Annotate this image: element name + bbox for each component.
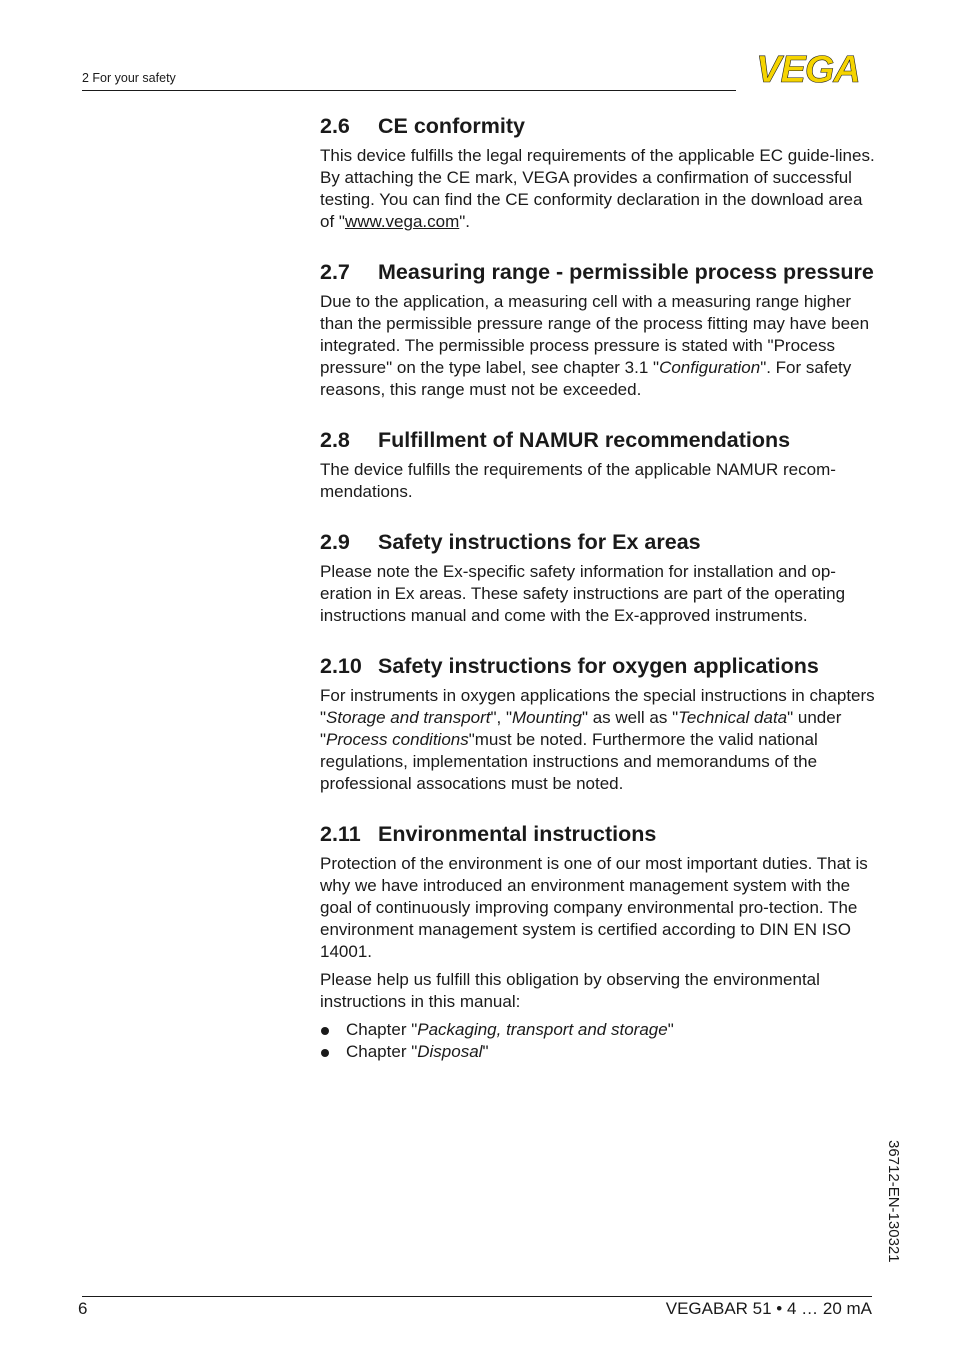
text-run: Due to the application, a measuring cell with a measuring range higher than the permissible pressure range of the process fitting may have been integrated. The permissible process pressure is stated with "Process pressure" on the type label, see chapter 3.1 " [320,292,870,377]
paragraph: The device fulfills the requirements of the applicable NAMUR recom-mendations. [320,460,836,501]
heading-2-6 [320,112,876,140]
chapter-reference: Storage and transport [326,708,491,727]
text-run: " [667,1020,674,1039]
heading-title: CE conformity [378,114,525,138]
heading-title: Fulfillment of NAMUR recommendations [378,428,791,452]
heading-number: 2.11 [320,822,361,846]
section-2-8 [320,426,876,503]
vega-website-link[interactable]: www.vega.com [344,212,460,231]
bullet-list [320,1019,876,1063]
main-content [320,112,876,1088]
heading-2-10 [320,652,876,680]
text-run: ". For safety reasons, this range must not be exceeded. [320,358,852,399]
footer-product-name: VEGABAR 51 • 4 … 20 mA [665,1299,872,1318]
document-code: 36712-EN-130321 [885,1140,902,1263]
heading-number: 2.9 [320,530,350,554]
running-header: 2 For your safety [82,71,176,85]
page-number: 6 [78,1299,88,1318]
chapter-reference: Technical data [678,708,788,727]
vega-logo [742,50,874,86]
heading-number: 2.6 [320,114,350,138]
text-run: ". [459,212,471,231]
list-item [320,1041,876,1063]
header-rule [82,90,736,91]
paragraph [320,291,876,401]
heading-number: 2.10 [320,654,362,678]
section-2-6 [320,112,876,233]
heading-number: 2.8 [320,428,350,452]
chapter-reference: Mounting [512,708,582,727]
text-run: Chapter " [346,1020,418,1039]
heading-2-8 [320,426,876,454]
heading-title: Environmental instructions [378,822,657,846]
heading-2-11 [320,820,876,848]
heading-number: 2.7 [320,260,350,284]
text-run: "must be noted. Furthermore the valid national regulations, implementation instructions and memorandums of the professional assocations must be noted. [320,730,818,793]
bullet-dot-icon [321,1049,329,1057]
footer-rule [82,1296,872,1297]
heading-2-9 [320,528,876,556]
section-2-10 [320,652,876,795]
paragraph: Protection of the environment is one of our most important duties. That is why we have introduced an environment management system with the goal of continuously improving company environmental pro-tection. The environment management system is certified according to DIN EN ISO 14001. [320,854,868,961]
text-run: ", " [490,708,513,727]
chapter-reference: Disposal [417,1042,483,1061]
text-run: This device fulfills the legal requirements of the applicable EC guide-lines. By attaching the CE mark, VEGA provides a confirmation of successful testing. You can find the CE conformity declaration in the download area of " [320,146,875,231]
paragraph [320,145,876,233]
heading-2-7 [320,258,876,286]
list-item [320,1019,876,1041]
section-2-11 [320,820,876,1063]
text-run: " [482,1042,489,1061]
text-run: Chapter " [346,1042,418,1061]
paragraph [320,685,876,795]
chapter-reference: Packaging, transport and storage [417,1020,668,1039]
paragraph: Please help us fulfill this obligation by observing the environmental instructions in this manual: [320,970,820,1011]
text-run: " as well as " [581,708,679,727]
bullet-dot-icon [321,1027,329,1035]
paragraph: Please note the Ex-specific safety information for installation and op-eration in Ex areas. These safety instructions are part of the operating instructions manual and come with the Ex-approved instruments. [320,562,846,625]
chapter-reference: Process conditions [326,730,469,749]
vega-logo-text: VEGA [756,50,860,86]
text-run: " under " [320,708,842,749]
heading-title: Measuring range - permissible process pressure [378,260,874,284]
heading-title: Safety instructions for Ex areas [378,530,701,554]
section-2-9 [320,528,876,627]
text-run: For instruments in oxygen applications the special instructions in chapters " [320,686,875,727]
chapter-reference: Configuration [659,358,761,377]
section-2-7 [320,258,876,401]
heading-title: Safety instructions for oxygen applications [378,654,819,678]
